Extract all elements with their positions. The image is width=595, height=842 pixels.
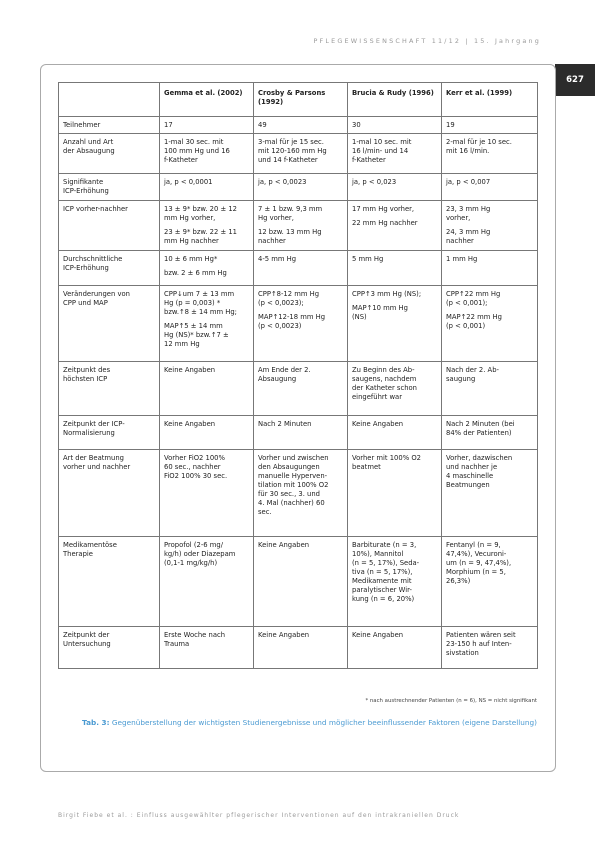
cell-paragraph: [446, 205, 533, 223]
table-cell: [442, 174, 538, 201]
cell-paragraph: [352, 138, 437, 165]
header-cell: [348, 83, 442, 117]
cell-line: für 30 sec., 3. und: [258, 490, 320, 498]
table-cell: [160, 251, 254, 286]
row-label-line: Teilnehmer: [63, 121, 101, 129]
cell-line: ja, p < 0,0023: [258, 178, 307, 186]
cell-line: tiva (n = 5, 17%),: [352, 568, 413, 576]
cell-line: 26,3%): [446, 577, 471, 585]
cell-line: Vorher und zwischen: [258, 454, 329, 462]
cell-paragraph: [446, 138, 533, 156]
results-table: [58, 82, 538, 669]
cell-line: 7 ± 1 bzw. 9,3 mm: [258, 205, 323, 213]
cell-line: 100 mm Hg und 16: [164, 147, 230, 155]
cell-paragraph: [258, 138, 343, 165]
cell-paragraph: [446, 290, 533, 308]
cell-line: nachher: [446, 237, 474, 245]
cell-paragraph: [164, 290, 249, 317]
cell-paragraph: [164, 541, 249, 568]
table-cell: [442, 627, 538, 669]
table-cell: [442, 450, 538, 537]
cell-line: Nach der 2. Ab-: [446, 366, 499, 374]
table-cell: [348, 537, 442, 627]
cell-line: 19: [446, 121, 455, 129]
table-footnote: * nach austrechnender Patienten (n = 6), NS = nicht signifikant: [365, 698, 537, 704]
table-row: [59, 174, 538, 201]
cell-line: kg/h) oder Diazepam: [164, 550, 236, 558]
cell-paragraph: [352, 121, 437, 130]
cell-line: 49: [258, 121, 267, 129]
cell-paragraph: [258, 366, 343, 384]
table-cell: [254, 134, 348, 174]
table-cell: [254, 174, 348, 201]
table-row: [59, 134, 538, 174]
header-author: Crosby & Parsons (1992): [258, 89, 326, 106]
table-row: [59, 286, 538, 362]
cell-line: 24, 3 mm Hg: [446, 228, 491, 236]
cell-paragraph: [258, 313, 343, 331]
cell-paragraph: [352, 366, 437, 402]
table-cell: [348, 450, 442, 537]
cell-line: FiO2 100% 30 sec.: [164, 472, 228, 480]
cell-paragraph: [258, 631, 343, 640]
cell-paragraph: [164, 205, 249, 223]
cell-line: Keine Angaben: [352, 420, 404, 428]
cell-paragraph: [164, 366, 249, 375]
cell-paragraph: [164, 121, 249, 130]
row-label: [59, 537, 160, 627]
cell-paragraph: [446, 366, 533, 384]
cell-line: 4. Mal (nachher) 60: [258, 499, 325, 507]
running-foot: Birgit Fiebe et al. : Einfluss ausgewählter pflegerischer Interventionen auf den intrakraniellen Druck: [58, 812, 460, 819]
cell-line: 1-mal 10 sec. mit: [352, 138, 412, 146]
cell-line: tilation mit 100% O2: [258, 481, 329, 489]
table-row: [59, 537, 538, 627]
cell-line: der Katheter schon: [352, 384, 417, 392]
table-cell: [160, 286, 254, 362]
row-label: [59, 251, 160, 286]
table-row: [59, 627, 538, 669]
cell-line: Medikamente mit: [352, 577, 412, 585]
cell-line: 84% der Patienten): [446, 429, 512, 437]
cell-paragraph: [164, 269, 249, 278]
cell-paragraph: [446, 541, 533, 586]
table-cell: [348, 286, 442, 362]
table-cell: [160, 174, 254, 201]
cell-line: 30: [352, 121, 361, 129]
cell-paragraph: [446, 631, 533, 658]
table-cell: [254, 537, 348, 627]
row-label-line: ICP vorher-nachher: [63, 205, 128, 213]
table-cell: [348, 117, 442, 134]
cell-line: Hg (p = 0,003) *: [164, 299, 221, 307]
cell-line: Fentanyl (n = 9,: [446, 541, 501, 549]
row-label: [59, 416, 160, 450]
row-label-line: Anzahl und Art: [63, 138, 114, 146]
table-row: [59, 416, 538, 450]
cell-paragraph: [258, 121, 343, 130]
cell-paragraph: [352, 304, 437, 322]
cell-paragraph: [164, 255, 249, 264]
cell-paragraph: [352, 454, 437, 472]
cell-line: 10%), Mannitol: [352, 550, 404, 558]
header-author: Brucia & Rudy (1996): [352, 89, 434, 97]
table-cell: [348, 134, 442, 174]
table-row: [59, 201, 538, 251]
cell-line: MAP↑5 ± 14 mm: [164, 322, 223, 330]
cell-line: Patienten wären seit: [446, 631, 516, 639]
cell-paragraph: [258, 541, 343, 550]
cell-line: 16 l/min- und 14: [352, 147, 409, 155]
header-cell: [254, 83, 348, 117]
cell-line: ja, p < 0,0001: [164, 178, 213, 186]
cell-paragraph: [352, 541, 437, 604]
cell-line: Vorher, dazwischen: [446, 454, 513, 462]
cell-line: 10 ± 6 mm Hg*: [164, 255, 218, 263]
cell-line: CPP↓um 7 ± 13 mm: [164, 290, 235, 298]
cell-line: MAP↑12-18 mm Hg: [258, 313, 326, 321]
cell-line: saugens, nachdem: [352, 375, 417, 383]
cell-line: sec.: [258, 508, 272, 516]
row-label: [59, 134, 160, 174]
cell-line: 13 ± 9* bzw. 20 ± 12: [164, 205, 237, 213]
table-cell: [442, 416, 538, 450]
cell-paragraph: [258, 420, 343, 429]
cell-line: Morphium (n = 5,: [446, 568, 506, 576]
cell-line: 2-mal für je 10 sec.: [446, 138, 512, 146]
cell-line: (p < 0,0023);: [258, 299, 304, 307]
table-row: [59, 117, 538, 134]
cell-line: sivstation: [446, 649, 479, 657]
cell-paragraph: [352, 178, 437, 187]
cell-line: Vorher mit 100% O2: [352, 454, 422, 462]
cell-paragraph: [352, 631, 437, 640]
cell-line: CPP↑8-12 mm Hg: [258, 290, 320, 298]
cell-paragraph: [164, 178, 249, 187]
row-label-line: ICP-Erhöhung: [63, 187, 109, 195]
cell-line: Trauma: [164, 640, 190, 648]
cell-paragraph: [164, 631, 249, 649]
cell-line: paralytischer Wir-: [352, 586, 412, 594]
row-label-line: Durchschnittliche: [63, 255, 123, 263]
cell-line: Keine Angaben: [164, 420, 216, 428]
cell-paragraph: [258, 290, 343, 308]
cell-line: f-Katheter: [164, 156, 198, 164]
cell-line: (NS): [352, 313, 367, 321]
row-label: [59, 201, 160, 251]
row-label-line: Untersuchung: [63, 640, 111, 648]
cell-line: kung (n = 6, 20%): [352, 595, 415, 603]
cell-line: 47,4%), Vecuroni-: [446, 550, 507, 558]
table-cell: [160, 450, 254, 537]
table-caption: [58, 718, 537, 728]
cell-line: 17 mm Hg vorher,: [352, 205, 415, 213]
table-cell: [348, 627, 442, 669]
table-cell: [160, 537, 254, 627]
row-label-line: Therapie: [63, 550, 93, 558]
cell-line: 4 maschinelle: [446, 472, 494, 480]
table-row: [59, 450, 538, 537]
table-cell: [160, 117, 254, 134]
cell-paragraph: [164, 420, 249, 429]
cell-paragraph: [446, 178, 533, 187]
cell-line: f-Katheter: [352, 156, 386, 164]
table-cell: [160, 134, 254, 174]
table-cell: [254, 362, 348, 416]
table-cell: [442, 201, 538, 251]
cell-paragraph: [352, 255, 437, 264]
row-label-line: vorher und nachher: [63, 463, 131, 471]
row-label-line: Medikamentöse: [63, 541, 117, 549]
cell-paragraph: [164, 228, 249, 246]
cell-line: Hg vorher,: [258, 214, 294, 222]
row-label: [59, 174, 160, 201]
cell-line: Keine Angaben: [258, 631, 310, 639]
caption-text: Gegenüberstellung der wichtigsten Studienergebnisse und möglicher beeinflussender Faktoren (eigene Darstellung): [111, 718, 537, 727]
row-label: [59, 117, 160, 134]
cell-line: 4-5 mm Hg: [258, 255, 297, 263]
cell-paragraph: [446, 255, 533, 264]
cell-line: Keine Angaben: [258, 541, 310, 549]
cell-line: ja, p < 0,023: [352, 178, 397, 186]
cell-line: um (n = 9, 47,4%),: [446, 559, 512, 567]
table-body: [59, 117, 538, 669]
cell-line: mit 120-160 mm Hg: [258, 147, 327, 155]
cell-line: den Absaugungen: [258, 463, 320, 471]
row-label: [59, 362, 160, 416]
table-cell: [442, 286, 538, 362]
row-label-line: CPP und MAP: [63, 299, 108, 307]
cell-paragraph: [164, 138, 249, 165]
cell-paragraph: [352, 205, 437, 214]
cell-line: saugung: [446, 375, 476, 383]
row-label-line: Zeitpunkt des: [63, 366, 111, 374]
cell-line: 12 mm Hg: [164, 340, 200, 348]
cell-line: bzw. 2 ± 6 mm Hg: [164, 269, 227, 277]
table-cell: [348, 251, 442, 286]
row-label: [59, 627, 160, 669]
cell-paragraph: [446, 228, 533, 246]
table-header-row: [59, 83, 538, 117]
cell-line: mm Hg nachher: [164, 237, 219, 245]
cell-line: 23 ± 9* bzw. 22 ± 11: [164, 228, 237, 236]
cell-line: 23-150 h auf Inten-: [446, 640, 512, 648]
cell-paragraph: [258, 205, 343, 223]
cell-paragraph: [446, 121, 533, 130]
cell-line: CPP↑3 mm Hg (NS);: [352, 290, 422, 298]
cell-line: vorher,: [446, 214, 471, 222]
cell-line: beatmet: [352, 463, 381, 471]
row-label-line: Normalisierung: [63, 429, 115, 437]
cell-line: Vorher FiO2 100%: [164, 454, 225, 462]
cell-line: MAP↑22 mm Hg: [446, 313, 502, 321]
table-cell: [348, 174, 442, 201]
table-cell: [160, 362, 254, 416]
header-cell: [160, 83, 254, 117]
cell-paragraph: [446, 313, 533, 331]
table-cell: [160, 201, 254, 251]
cell-line: 1 mm Hg: [446, 255, 478, 263]
row-label-line: der Absaugung: [63, 147, 115, 155]
cell-line: ja, p < 0,007: [446, 178, 491, 186]
table-cell: [348, 416, 442, 450]
page-number: 627: [555, 64, 595, 96]
cell-line: 23, 3 mm Hg: [446, 205, 491, 213]
cell-line: Am Ende der 2.: [258, 366, 311, 374]
caption-label: Tab. 3:: [82, 718, 110, 727]
cell-line: 12 bzw. 13 mm Hg: [258, 228, 322, 236]
cell-paragraph: [258, 454, 343, 517]
cell-line: 1-mal 30 sec. mit: [164, 138, 224, 146]
table-cell: [348, 362, 442, 416]
table-cell: [254, 117, 348, 134]
running-head: PFLEGEWISSENSCHAFT 11/12 | 15. Jahrgang: [313, 37, 541, 45]
cell-paragraph: [164, 322, 249, 349]
table-cell: [254, 251, 348, 286]
table-cell: [442, 362, 538, 416]
cell-paragraph: [352, 290, 437, 299]
cell-line: (p < 0,001): [446, 322, 486, 330]
cell-line: 17: [164, 121, 173, 129]
row-label-line: höchsten ICP: [63, 375, 108, 383]
cell-line: (0,1-1 mg/kg/h): [164, 559, 218, 567]
cell-line: und nachher je: [446, 463, 498, 471]
cell-line: eingeführt war: [352, 393, 403, 401]
cell-line: 3-mal für je 15 sec.: [258, 138, 324, 146]
cell-line: mit 16 l/min.: [446, 147, 490, 155]
cell-line: manuelle Hyperven-: [258, 472, 328, 480]
table-cell: [442, 251, 538, 286]
cell-line: Propofol (2-6 mg/: [164, 541, 223, 549]
cell-paragraph: [352, 420, 437, 429]
row-label-line: Zeitpunkt der ICP-: [63, 420, 125, 428]
cell-line: Barbiturate (n = 3,: [352, 541, 417, 549]
table-cell: [160, 627, 254, 669]
cell-paragraph: [258, 178, 343, 187]
table-cell: [442, 537, 538, 627]
header-author: Gemma et al. (2002): [164, 89, 243, 97]
cell-paragraph: [258, 228, 343, 246]
cell-line: Nach 2 Minuten: [258, 420, 312, 428]
table-row: [59, 362, 538, 416]
cell-line: bzw.↑8 ± 14 mm Hg;: [164, 308, 237, 316]
table-cell: [254, 627, 348, 669]
table-cell: [254, 286, 348, 362]
table-cell: [348, 201, 442, 251]
cell-line: (p < 0,001);: [446, 299, 488, 307]
row-label: [59, 286, 160, 362]
cell-paragraph: [352, 219, 437, 228]
cell-line: Nach 2 Minuten (bei: [446, 420, 515, 428]
row-label: [59, 450, 160, 537]
cell-line: nachher: [258, 237, 286, 245]
cell-line: Zu Beginn des Ab-: [352, 366, 415, 374]
cell-line: CPP↑22 mm Hg: [446, 290, 501, 298]
row-label-line: ICP-Erhöhung: [63, 264, 109, 272]
table-row: [59, 251, 538, 286]
row-label-line: Zeitpunkt der: [63, 631, 110, 639]
cell-line: MAP↑10 mm Hg: [352, 304, 408, 312]
table-cell: [254, 416, 348, 450]
cell-line: Keine Angaben: [164, 366, 216, 374]
cell-paragraph: [164, 454, 249, 481]
cell-line: Beatmungen: [446, 481, 490, 489]
cell-line: 22 mm Hg nachher: [352, 219, 418, 227]
cell-line: Keine Angaben: [352, 631, 404, 639]
cell-paragraph: [258, 255, 343, 264]
cell-paragraph: [446, 420, 533, 438]
cell-line: mm Hg vorher,: [164, 214, 216, 222]
table-cell: [254, 450, 348, 537]
cell-line: 5 mm Hg: [352, 255, 384, 263]
cell-line: Absaugung: [258, 375, 297, 383]
table-cell: [254, 201, 348, 251]
cell-paragraph: [446, 454, 533, 490]
cell-line: und 14 f-Katheter: [258, 156, 318, 164]
header-cell: [59, 83, 160, 117]
cell-line: Hg (NS)* bzw.↑7 ±: [164, 331, 229, 339]
row-label-line: Veränderungen von: [63, 290, 130, 298]
row-label-line: Art der Beatmung: [63, 454, 124, 462]
header-cell: [442, 83, 538, 117]
row-label-line: Signifikante: [63, 178, 104, 186]
cell-line: 60 sec., nachher: [164, 463, 221, 471]
table-cell: [442, 117, 538, 134]
cell-line: (p < 0,0023): [258, 322, 302, 330]
table-cell: [442, 134, 538, 174]
header-author: Kerr et al. (1999): [446, 89, 513, 97]
cell-line: (n = 5, 17%), Seda-: [352, 559, 420, 567]
table-cell: [160, 416, 254, 450]
cell-line: Erste Woche nach: [164, 631, 226, 639]
